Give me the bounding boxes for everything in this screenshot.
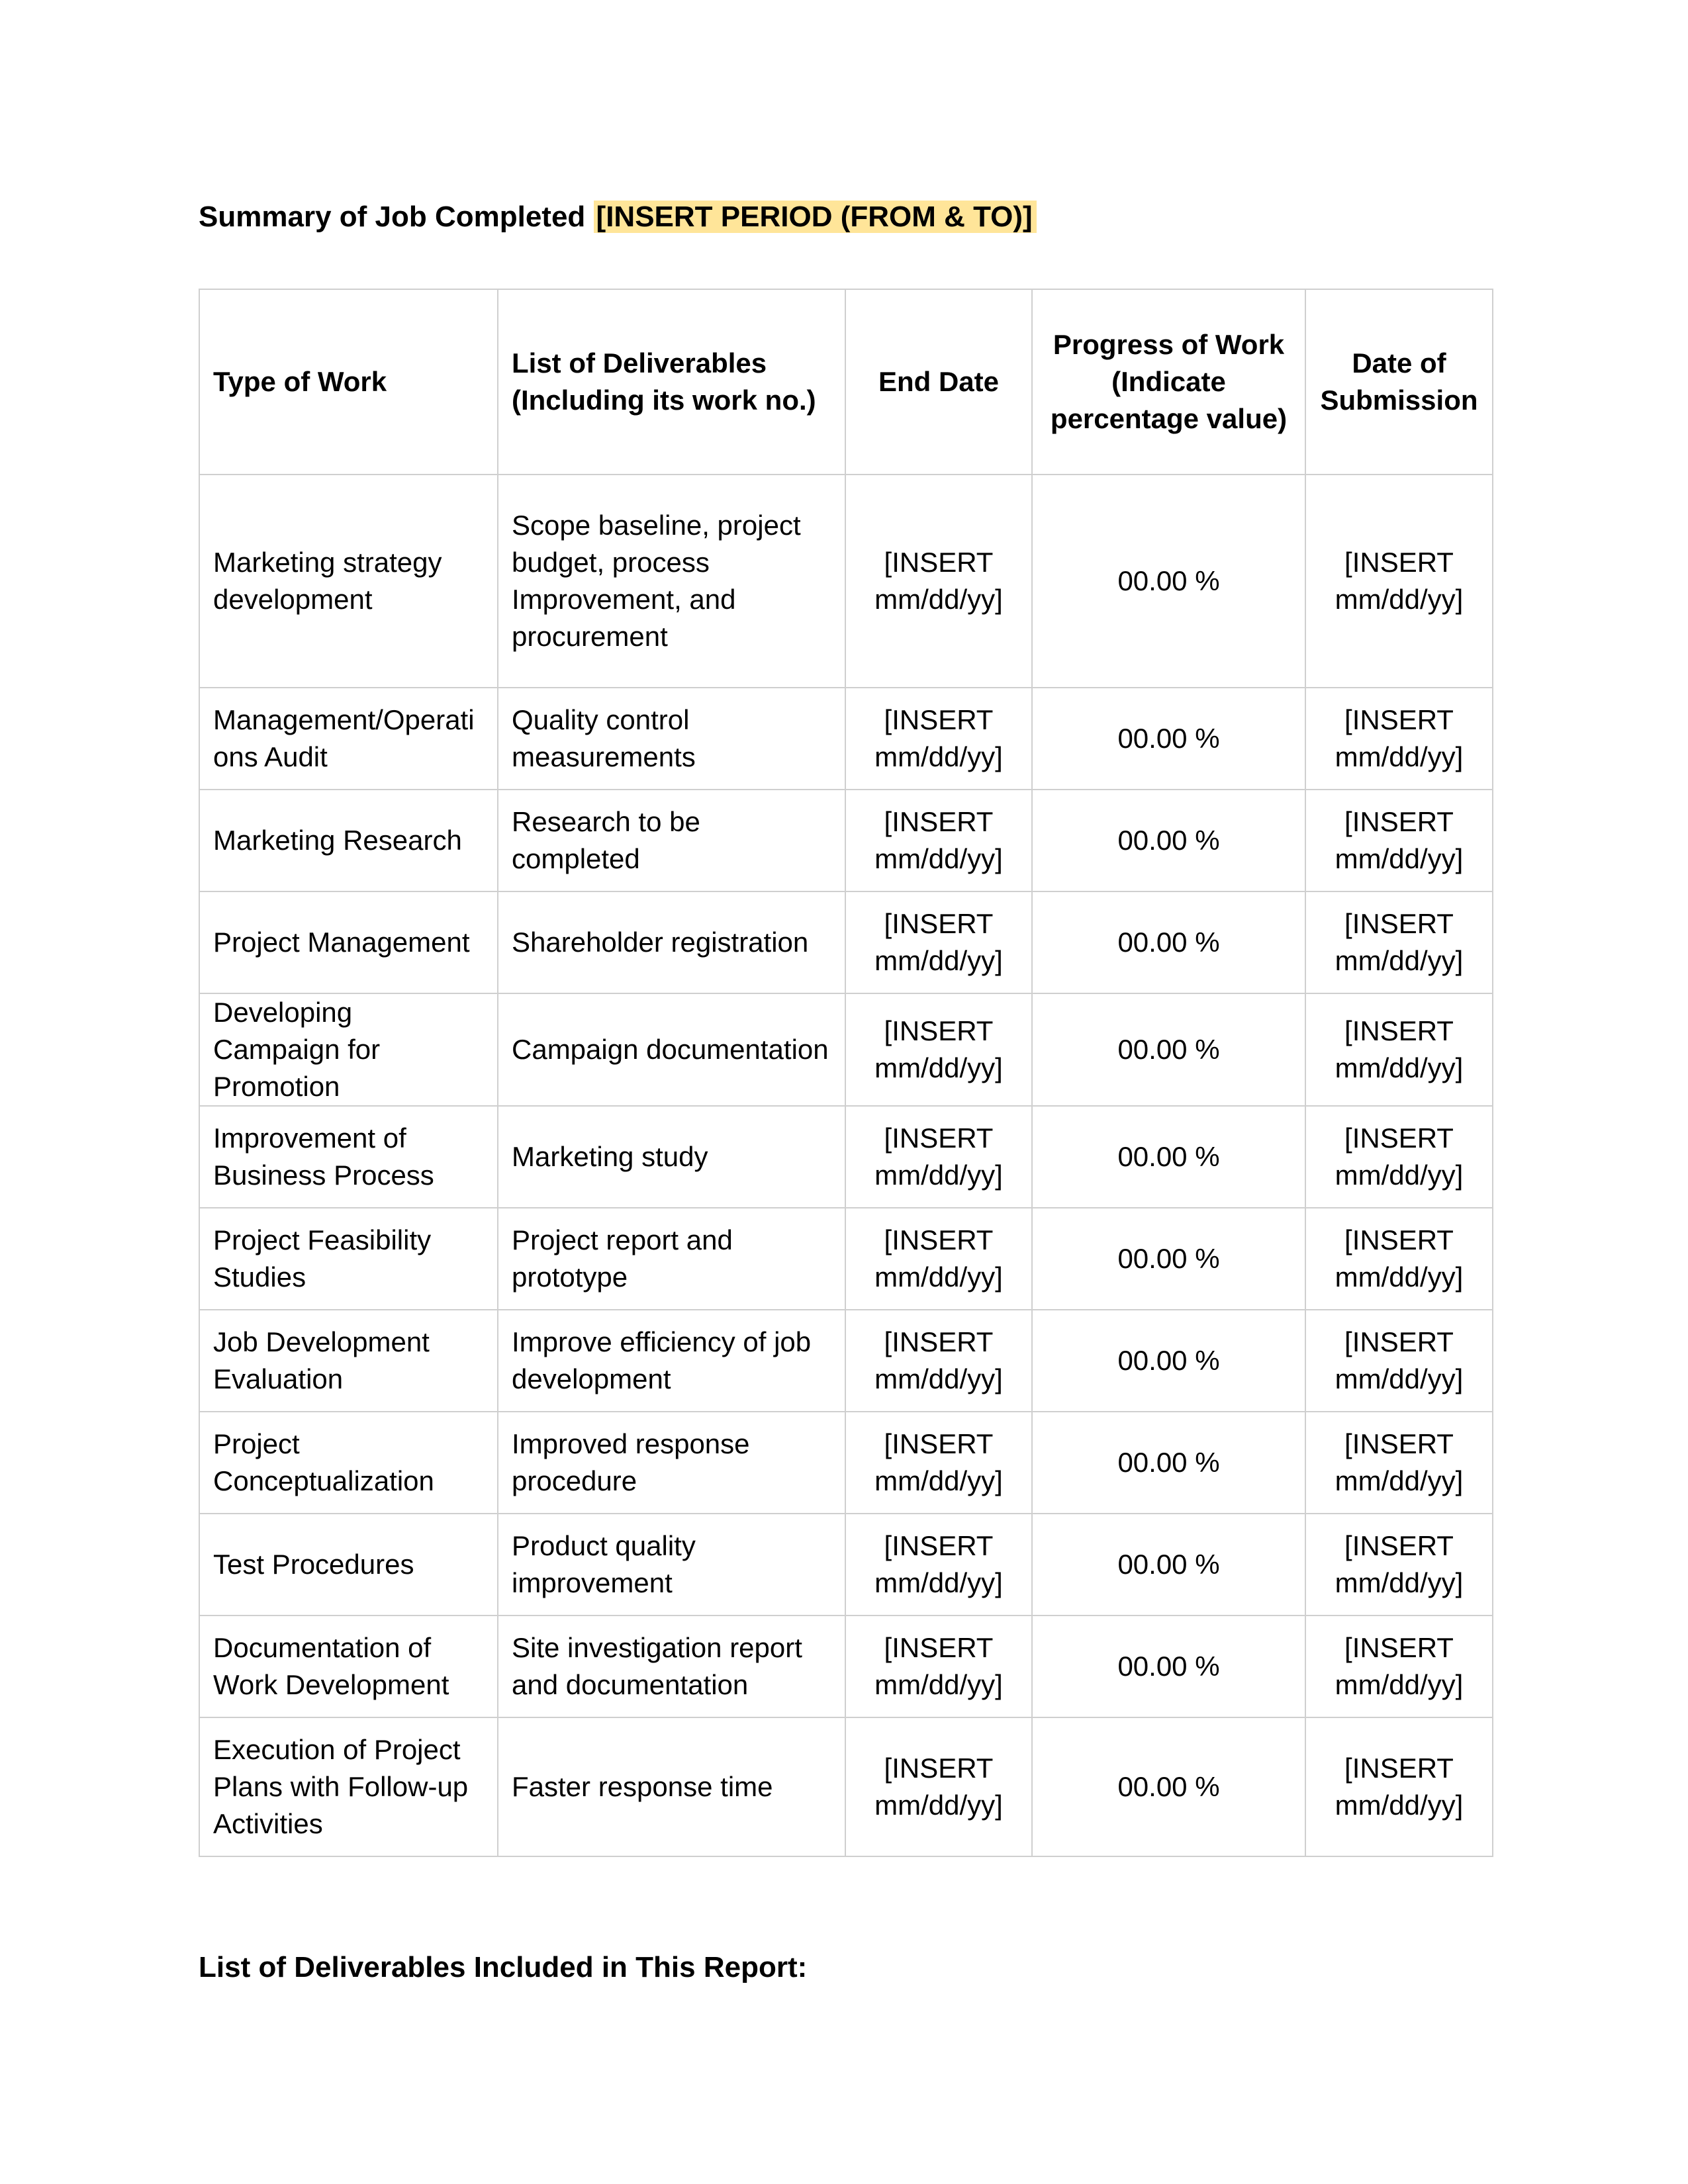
submission-date-cell: [INSERT mm/dd/yy] — [1305, 1717, 1493, 1856]
header-type-of-work: Type of Work — [199, 289, 498, 475]
end-date-cell: [INSERT mm/dd/yy] — [845, 993, 1032, 1106]
progress-cell: 00.00 % — [1032, 993, 1305, 1106]
table-row — [199, 1412, 1493, 1514]
submission-date-cell: [INSERT mm/dd/yy] — [1305, 891, 1493, 993]
submission-date-cell: [INSERT mm/dd/yy] — [1305, 790, 1493, 891]
job-summary-table — [199, 289, 1493, 1857]
progress-cell: 00.00 % — [1032, 688, 1305, 790]
header-end-date: End Date — [845, 289, 1032, 475]
deliverables-cell: Faster response time — [498, 1717, 845, 1856]
end-date-cell: [INSERT mm/dd/yy] — [845, 1412, 1032, 1514]
table-row — [199, 1106, 1493, 1208]
deliverables-cell: Improve efficiency of job development — [498, 1310, 845, 1412]
submission-date-cell: [INSERT mm/dd/yy] — [1305, 1310, 1493, 1412]
table-row — [199, 790, 1493, 891]
table-header-row — [199, 289, 1493, 475]
submission-date-cell: [INSERT mm/dd/yy] — [1305, 993, 1493, 1106]
submission-date-cell: [INSERT mm/dd/yy] — [1305, 1615, 1493, 1717]
progress-cell: 00.00 % — [1032, 1310, 1305, 1412]
progress-cell: 00.00 % — [1032, 1615, 1305, 1717]
progress-cell: 00.00 % — [1032, 1514, 1305, 1615]
progress-cell: 00.00 % — [1032, 1208, 1305, 1310]
progress-cell: 00.00 % — [1032, 1106, 1305, 1208]
table-row — [199, 1208, 1493, 1310]
deliverables-cell: Shareholder registration — [498, 891, 845, 993]
deliverables-cell: Site investigation report and documentation — [498, 1615, 845, 1717]
submission-date-cell: [INSERT mm/dd/yy] — [1305, 475, 1493, 688]
table-row — [199, 475, 1493, 688]
table-row — [199, 1615, 1493, 1717]
end-date-cell: [INSERT mm/dd/yy] — [845, 475, 1032, 688]
deliverables-cell: Quality control measurements — [498, 688, 845, 790]
submission-date-cell: [INSERT mm/dd/yy] — [1305, 1412, 1493, 1514]
summary-heading-text: Summary of Job Completed — [199, 201, 586, 233]
type-of-work-cell: Project Conceptualization — [199, 1412, 498, 1514]
deliverables-cell: Improved response procedure — [498, 1412, 845, 1514]
header-list-of-deliverables: List of Deliverables (Including its work no.) — [498, 289, 845, 475]
table-row — [199, 1310, 1493, 1412]
type-of-work-cell: Developing Campaign for Promotion — [199, 993, 498, 1106]
table-row — [199, 1717, 1493, 1856]
submission-date-cell: [INSERT mm/dd/yy] — [1305, 688, 1493, 790]
deliverables-cell: Product quality improvement — [498, 1514, 845, 1615]
end-date-cell: [INSERT mm/dd/yy] — [845, 1514, 1032, 1615]
type-of-work-cell: Improvement of Business Process — [199, 1106, 498, 1208]
deliverables-cell: Research to be completed — [498, 790, 845, 891]
progress-cell: 00.00 % — [1032, 475, 1305, 688]
end-date-cell: [INSERT mm/dd/yy] — [845, 688, 1032, 790]
progress-cell: 00.00 % — [1032, 1717, 1305, 1856]
progress-cell: 00.00 % — [1032, 790, 1305, 891]
period-placeholder: [INSERT PERIOD (FROM & TO)] — [594, 201, 1037, 233]
table-row — [199, 688, 1493, 790]
end-date-cell: [INSERT mm/dd/yy] — [845, 1106, 1032, 1208]
submission-date-cell: [INSERT mm/dd/yy] — [1305, 1514, 1493, 1615]
table-row — [199, 1514, 1493, 1615]
header-date-of-submission: Date of Submission — [1305, 289, 1493, 475]
end-date-cell: [INSERT mm/dd/yy] — [845, 1615, 1032, 1717]
deliverables-cell: Project report and prototype — [498, 1208, 845, 1310]
summary-heading — [199, 200, 1037, 235]
type-of-work-cell: Documentation of Work Development — [199, 1615, 498, 1717]
type-of-work-cell: Management/Operations Audit — [199, 688, 498, 790]
type-of-work-cell: Job Development Evaluation — [199, 1310, 498, 1412]
end-date-cell: [INSERT mm/dd/yy] — [845, 891, 1032, 993]
progress-cell: 00.00 % — [1032, 891, 1305, 993]
end-date-cell: [INSERT mm/dd/yy] — [845, 790, 1032, 891]
deliverables-cell: Marketing study — [498, 1106, 845, 1208]
progress-cell: 00.00 % — [1032, 1412, 1305, 1514]
end-date-cell: [INSERT mm/dd/yy] — [845, 1717, 1032, 1856]
type-of-work-cell: Project Management — [199, 891, 498, 993]
type-of-work-cell: Marketing Research — [199, 790, 498, 891]
end-date-cell: [INSERT mm/dd/yy] — [845, 1208, 1032, 1310]
submission-date-cell: [INSERT mm/dd/yy] — [1305, 1208, 1493, 1310]
deliverables-cell: Campaign documentation — [498, 993, 845, 1106]
type-of-work-cell: Marketing strategy development — [199, 475, 498, 688]
table-row — [199, 891, 1493, 993]
type-of-work-cell: Execution of Project Plans with Follow-up Activities — [199, 1717, 498, 1856]
end-date-cell: [INSERT mm/dd/yy] — [845, 1310, 1032, 1412]
type-of-work-cell: Project Feasibility Studies — [199, 1208, 498, 1310]
deliverables-cell: Scope baseline, project budget, process Improvement, and procurement — [498, 475, 845, 688]
header-progress-of-work: Progress of Work (Indicate percentage value) — [1032, 289, 1305, 475]
type-of-work-cell: Test Procedures — [199, 1514, 498, 1615]
deliverables-heading: List of Deliverables Included in This Report: — [199, 1951, 808, 1983]
submission-date-cell: [INSERT mm/dd/yy] — [1305, 1106, 1493, 1208]
table-row — [199, 993, 1493, 1106]
